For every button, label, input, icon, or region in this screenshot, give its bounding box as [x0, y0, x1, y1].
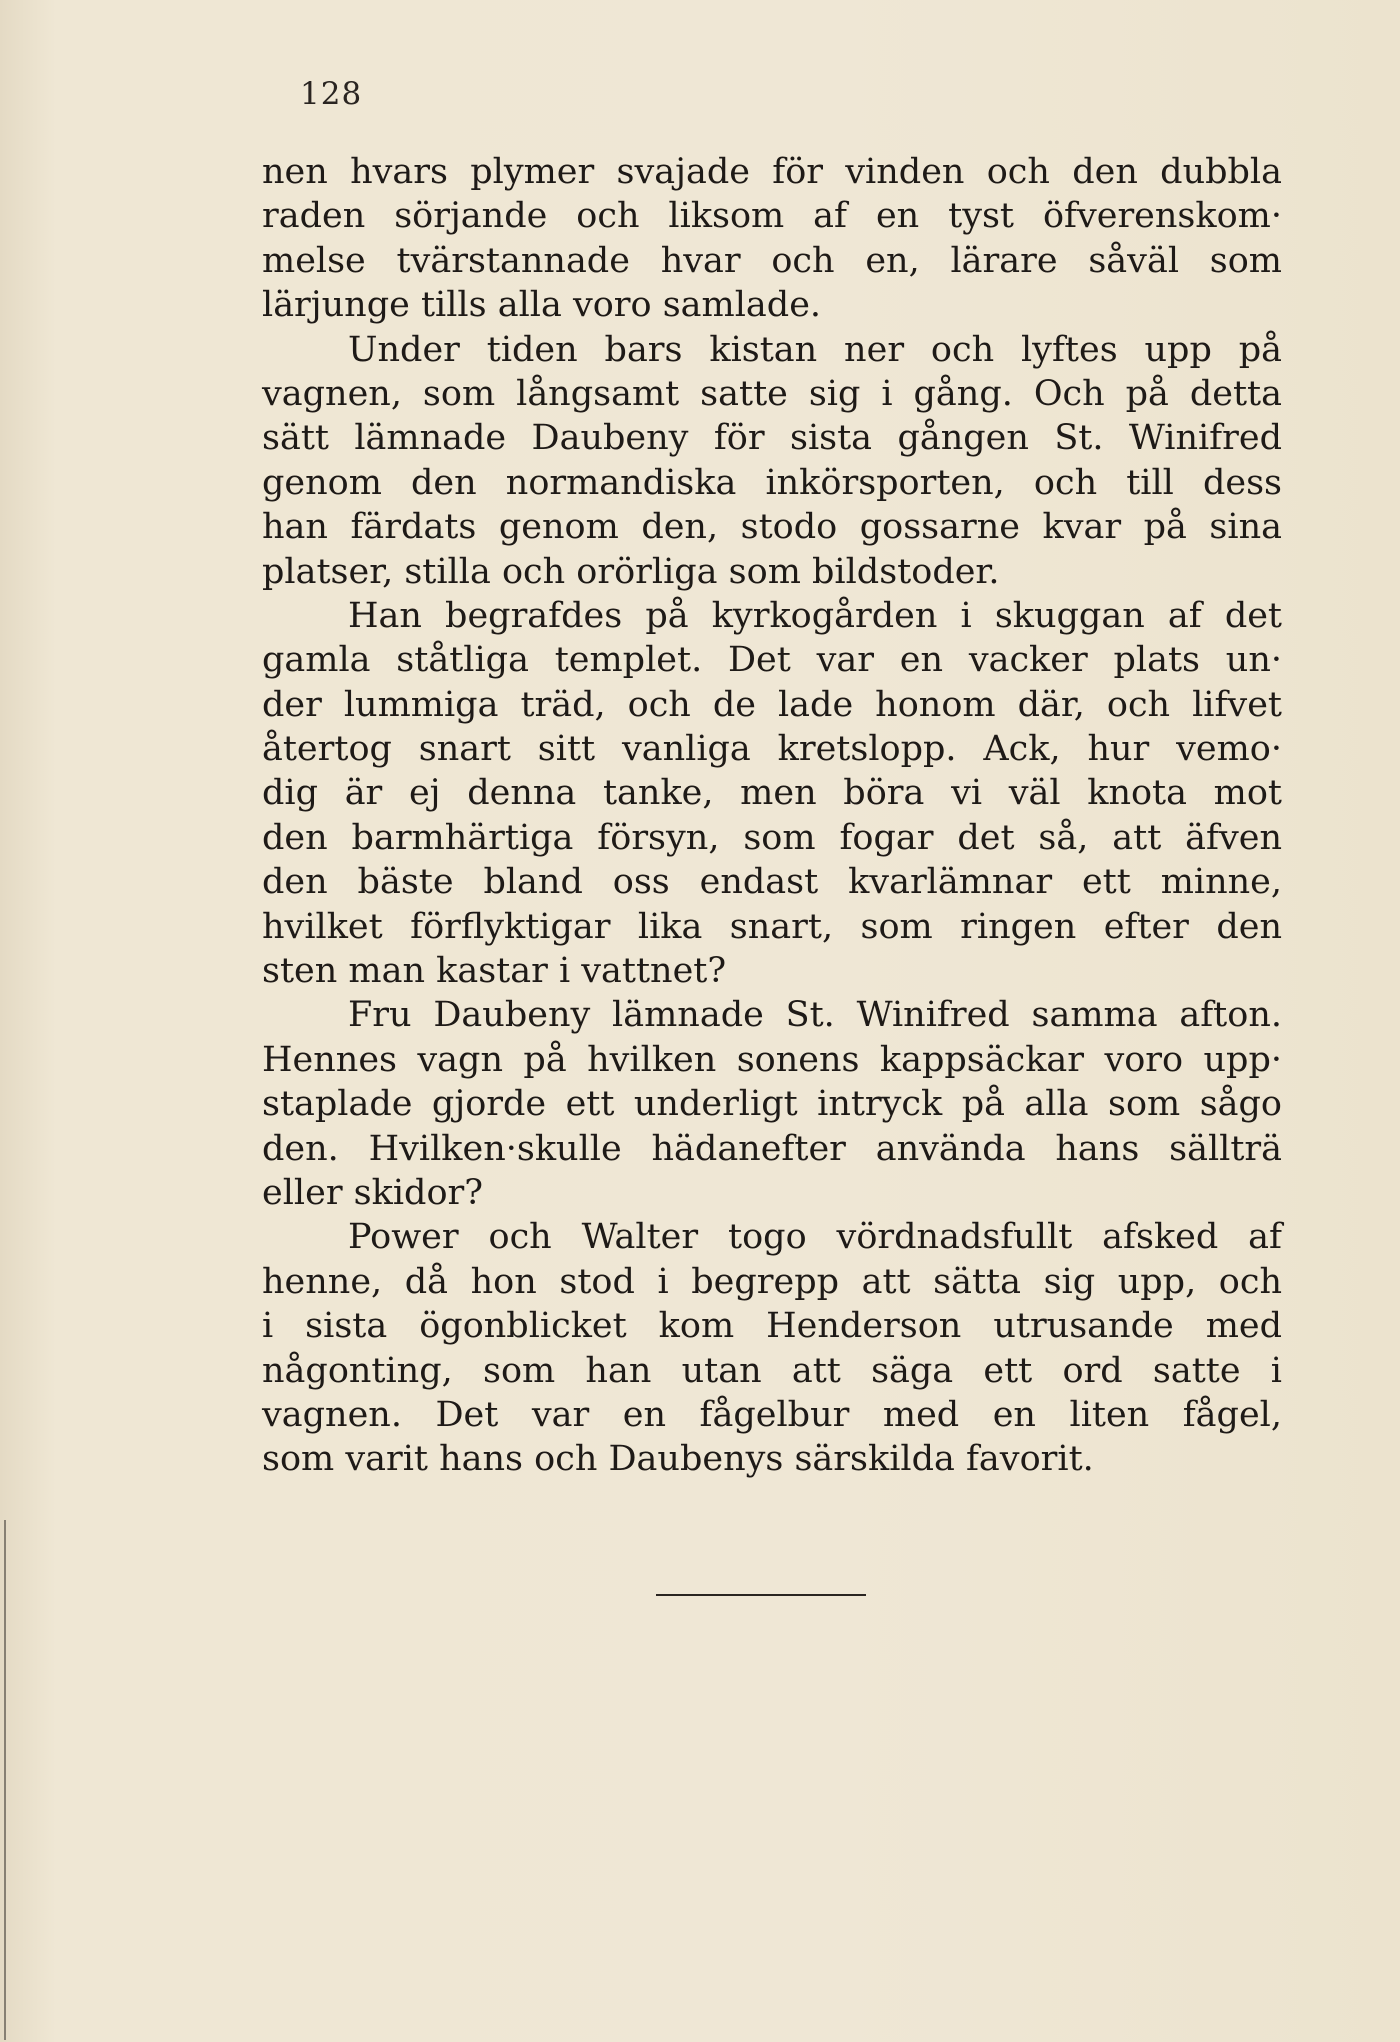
text-line: hvilket förflyktigar lika snart, som ringen efter den: [262, 906, 1282, 947]
text-line: Power och Walter togo vördnadsfullt afsked af: [348, 1217, 1282, 1258]
body-text: [262, 150, 1282, 1482]
page-edge-shadow: [4, 1520, 6, 2040]
text-line: Han begrafdes på kyrkogården i skuggan af det: [348, 595, 1282, 636]
section-end-rule: [656, 1594, 866, 1596]
text-line: sten man kastar i vattnet?: [262, 951, 727, 992]
text-line: genom den normandiska inkörsporten, och till dess: [262, 462, 1282, 503]
text-line: den bäste bland oss endast kvarlämnar ett minne,: [262, 862, 1282, 903]
text-line: Under tiden bars kistan ner och lyftes upp på: [348, 329, 1282, 370]
text-line: nen hvars plymer svajade för vinden och den dubbla: [262, 152, 1282, 192]
text-line: dig är ej denna tanke, men böra vi väl knota mot: [262, 773, 1282, 814]
text-line: raden sörjande och liksom af en tyst öfverenskom·: [262, 196, 1282, 237]
text-line: lärjunge tills alla voro samlade.: [262, 285, 822, 326]
text-line: den. Hvilken·skulle hädanefter använda hans sällträ: [262, 1128, 1282, 1169]
text-line: melse tvärstannade hvar och en, lärare såväl som: [262, 240, 1282, 281]
text-line: Hennes vagn på hvilken sonens kappsäckar voro upp·: [262, 1039, 1282, 1080]
text-line: eller skidor?: [262, 1172, 484, 1213]
text-line: Fru Daubeny lämnade St. Winifred samma afton.: [348, 995, 1282, 1036]
text-line: sätt lämnade Daubeny för sista gången St. Winifred: [262, 418, 1282, 459]
text-line: någonting, som han utan att säga ett ord satte i: [262, 1350, 1282, 1391]
text-line: han färdats genom den, stodo gossarne kvar på sina: [262, 507, 1282, 548]
text-line: henne, då hon stod i begrepp att sätta sig upp, och: [262, 1261, 1282, 1302]
text-line: återtog snart sitt vanliga kretslopp. Ack, hur vemo·: [262, 729, 1282, 770]
text-line: vagnen, som långsamt satte sig i gång. Och på detta: [262, 373, 1282, 414]
page-number: 128: [300, 76, 363, 112]
text-line: staplade gjorde ett underligt intryck på alla som sågo: [262, 1084, 1282, 1125]
text-line: i sista ögonblicket kom Henderson utrusande med: [262, 1306, 1282, 1347]
text-line: som varit hans och Daubenys särskilda favorit.: [262, 1439, 1094, 1480]
text-line: den barmhärtiga försyn, som fogar det så, att äfven: [262, 817, 1282, 858]
text-line: gamla ståtliga templet. Det var en vacker plats un·: [262, 640, 1282, 681]
text-line: vagnen. Det var en fågelbur med en liten fågel,: [262, 1394, 1282, 1435]
text-line: platser, stilla och orörliga som bildstoder.: [262, 551, 1000, 592]
text-line: der lummiga träd, och de lade honom där, och lifvet: [262, 684, 1282, 725]
